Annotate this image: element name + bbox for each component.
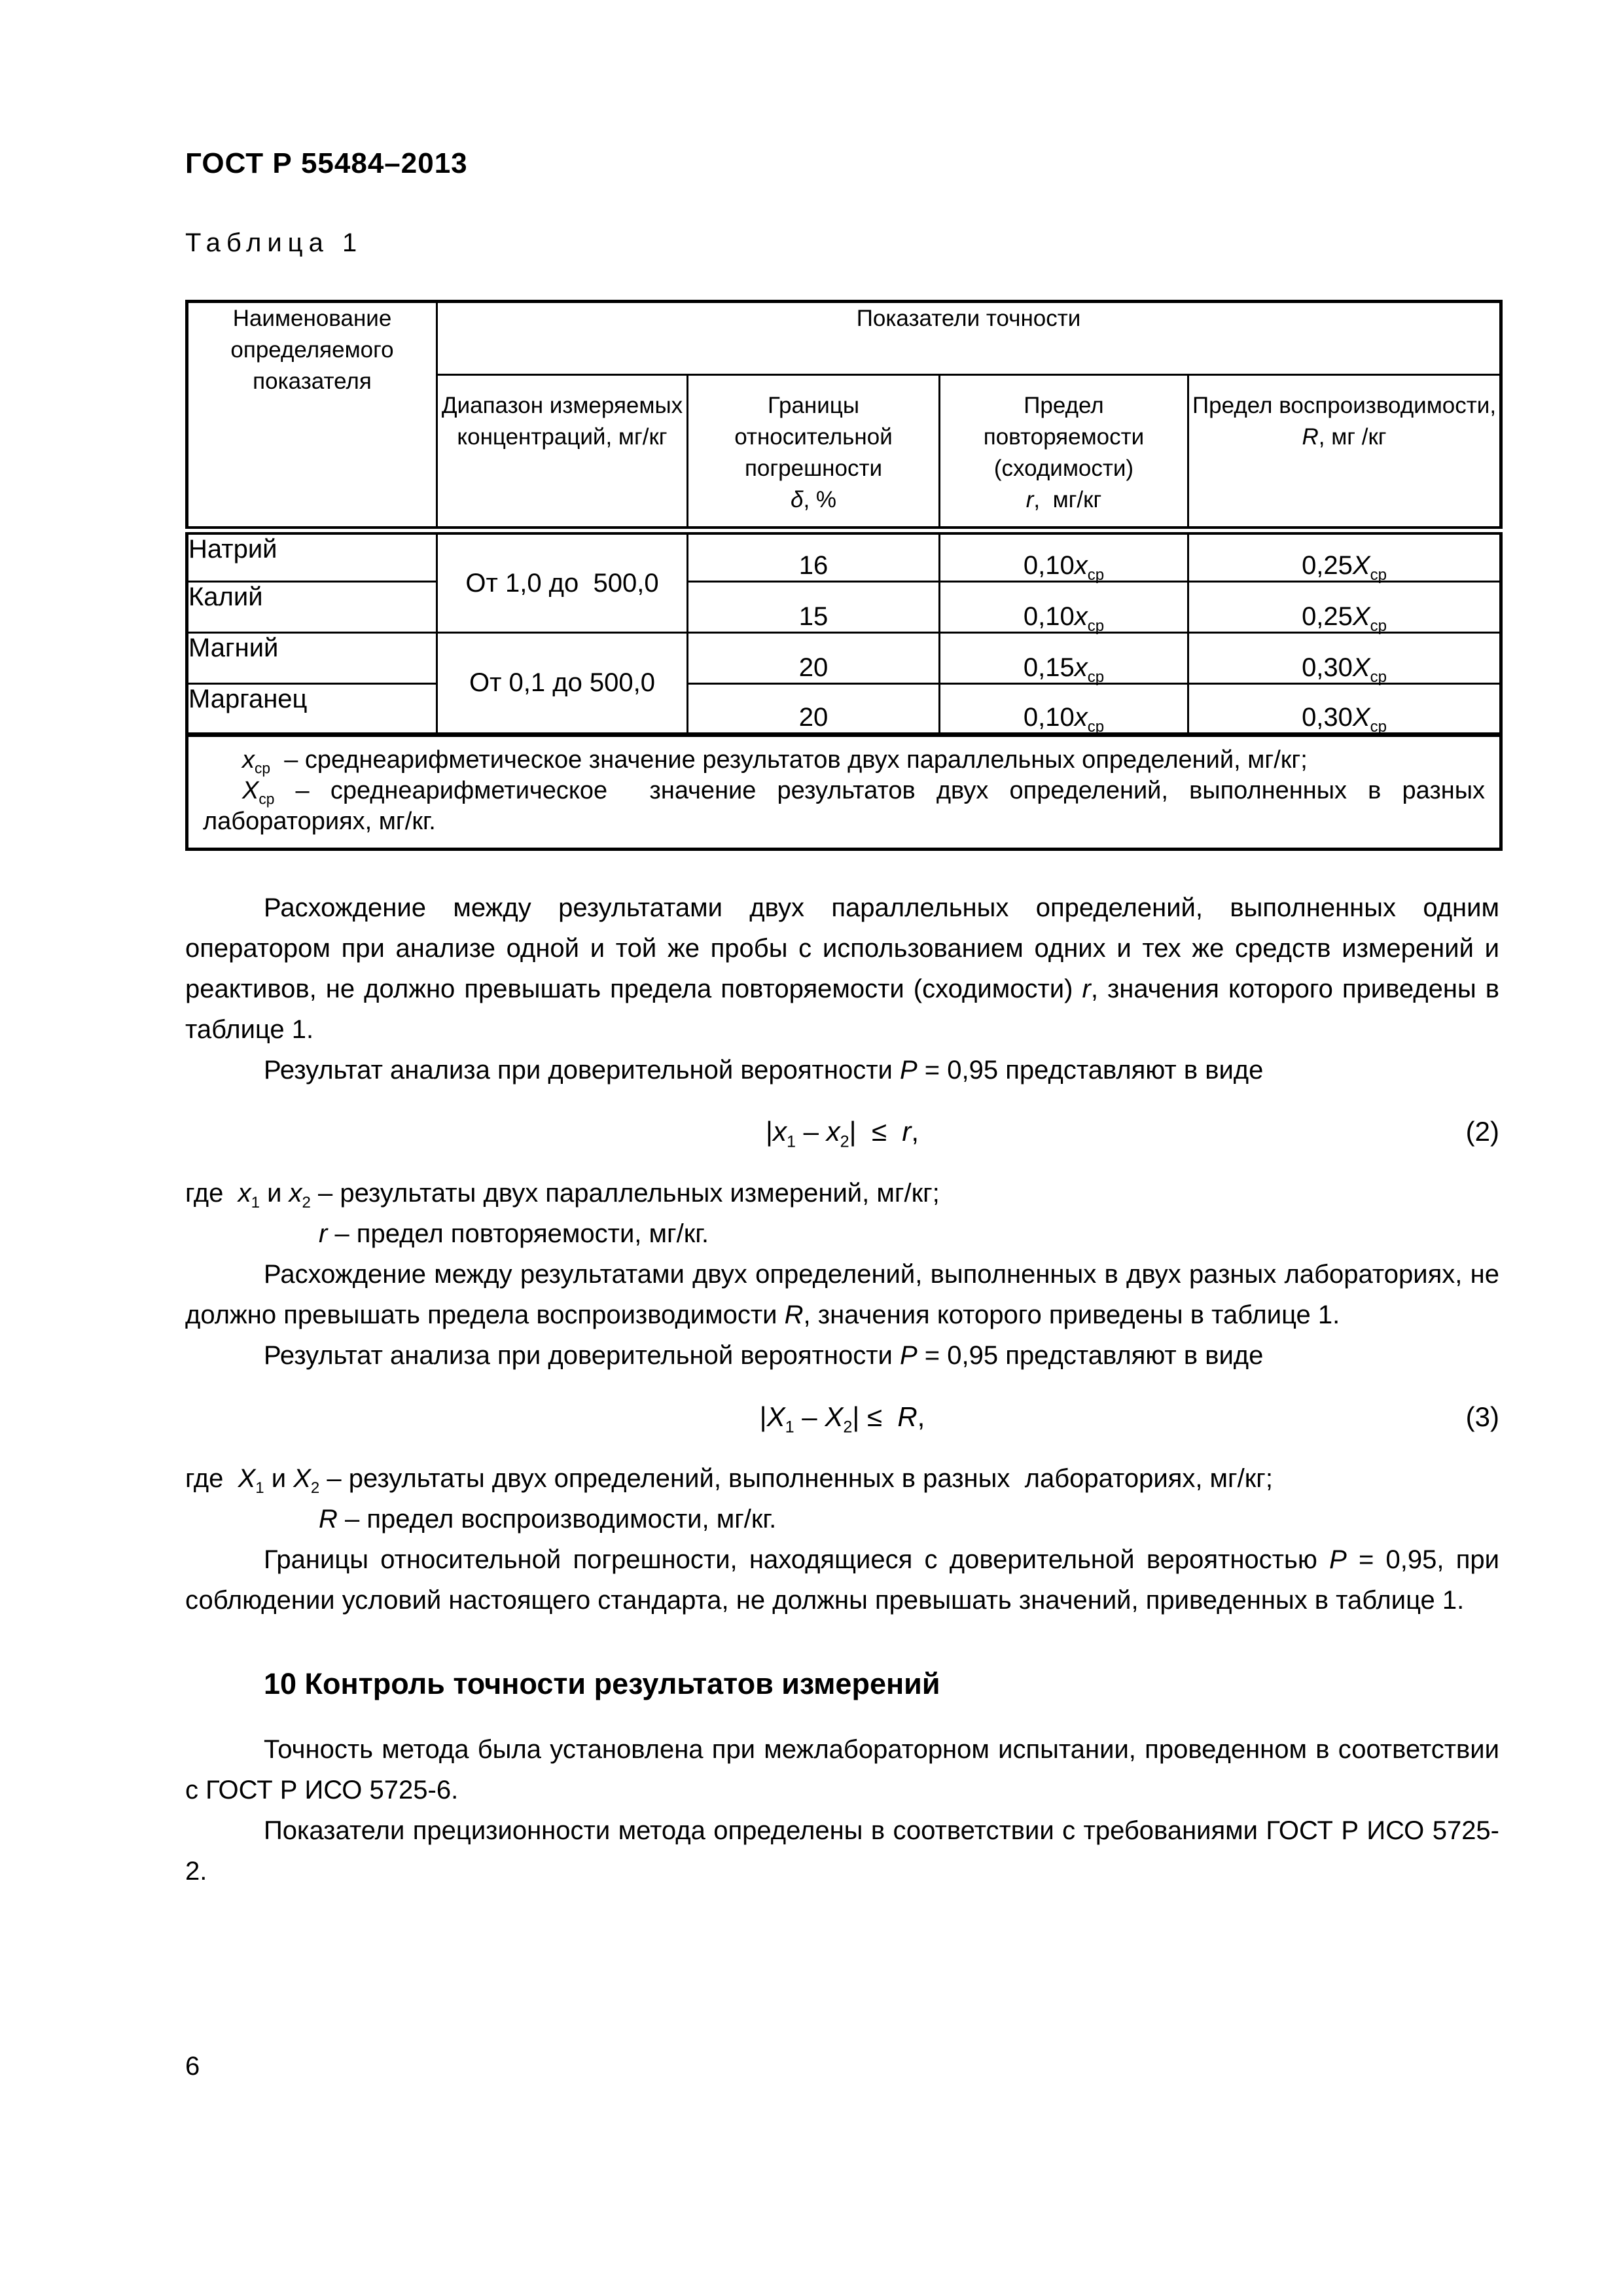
formula-2: $|x_1 - x_2| \le r$, [766, 1116, 919, 1151]
equation-number-2: (2) [1465, 1116, 1499, 1147]
col-header-repeat-text: Предел повторяемости (сходимости) [983, 393, 1145, 481]
col-header-delta-symbol: δ, % [790, 487, 837, 512]
equation-number-3: (3) [1465, 1401, 1499, 1432]
col-header-repeat-symbol: r, мг/кг [1026, 487, 1102, 512]
body-text [185, 888, 1499, 1892]
col-header-accuracy-indicators: Показатели точности [437, 302, 1501, 375]
table-row-magnesium [187, 633, 1501, 684]
table-header-row-1 [187, 302, 1501, 375]
concentration-range: От 0,1 до 500,0 [437, 633, 688, 735]
delta-value: 20 [688, 633, 940, 684]
repeatability-value: $0,10x_{ср}$ [940, 684, 1188, 735]
delta-value: 15 [688, 582, 940, 633]
footnote-X-avg: $X_{ср}$ – среднеарифметическое значение результатов двух определений, выполненных в разных лабораториях, мг/кг. [203, 777, 1486, 835]
table-row-manganese [187, 684, 1501, 735]
page-number: 6 [185, 2052, 200, 2081]
where-clause-X: где $X_1$ и $X_2$ – результаты двух определений, выполненных в разных лабораториях, мг/кг; [185, 1464, 1273, 1497]
definition-R: R – предел воспроизводимости, мг/кг. [319, 1505, 777, 1534]
table-footnote [187, 735, 1501, 850]
col-header-reprod-text: Предел воспроизводимости, [1192, 393, 1497, 418]
reproducibility-value: $0,30X_{ср}$ [1188, 684, 1501, 735]
element-name: Марганец [187, 684, 437, 735]
element-name: Калий [187, 582, 437, 633]
table-row-sodium [187, 531, 1501, 582]
table-row-potassium [187, 582, 1501, 633]
reproducibility-value: $0,25X_{ср}$ [1188, 531, 1501, 582]
col-header-parameter-name: Наименование определяемого показателя [187, 302, 437, 531]
element-name: Натрий [187, 531, 437, 582]
formula-3-row [185, 1397, 1499, 1437]
col-header-reprod-symbol: R, мг /кг [1302, 424, 1387, 450]
precision-table [185, 300, 1503, 851]
reproducibility-value: $0,30X_{ср}$ [1188, 633, 1501, 684]
concentration-range: От 1,0 до 500,0 [437, 531, 688, 633]
col-header-relative-error [688, 375, 940, 531]
paragraph-interlab-test: Точность метода была установлена при межлабораторном испытании, проведенном в соответствии с ГОСТ Р ИСО 5725-6. [185, 1735, 1499, 1804]
page-content [185, 0, 1499, 1892]
delta-value: 20 [688, 684, 940, 735]
delta-value: 16 [688, 531, 940, 582]
paragraph-error-limits: Границы относительной погрешности, находящиеся с доверительной вероятностью P = 0,95, при соблюдении условий настоящего стандарта, не должны превышать значений, приведенных в таблице 1. [185, 1545, 1499, 1615]
formula-3: $|X_1 - X_2| \le R$, [759, 1401, 925, 1437]
paragraph-precision-indicators: Показатели прецизионности метода определены в соответствии с требованиями ГОСТ Р ИСО 5725-2. [185, 1816, 1499, 1886]
table-caption: Таблица 1 [185, 228, 363, 257]
standard-number: ГОСТ Р 55484–2013 [185, 147, 468, 179]
col-header-range-text: Диапазон измеряемых концентраций, мг/кг [441, 393, 683, 450]
reproducibility-value: $0,25X_{ср}$ [1188, 582, 1501, 633]
table-footnote-row [187, 735, 1501, 850]
repeatability-value: $0,10x_{ср}$ [940, 582, 1188, 633]
formula-2-row [185, 1111, 1499, 1152]
where-clause-x: где $x_1$ и $x_2$ – результаты двух параллельных измерений, мг/кг; [185, 1179, 940, 1211]
paragraph-repeatability: Расхождение между результатами двух параллельных определений, выполненных одним оператором при анализе одной и той же пробы с использованием одних и тех же средств измерений и реактивов, не должно превышать предела повторяемости (сходимости) r, значения которого приведены в таблице 1. [185, 893, 1499, 1044]
col-header-concentration-range [437, 375, 688, 531]
footnote-x-avg: $x_{ср}$ – среднеарифметическое значение результатов двух параллельных определений, мг/кг; [242, 746, 1308, 777]
element-name: Магний [187, 633, 437, 684]
repeatability-value: $0,10x_{ср}$ [940, 531, 1188, 582]
paragraph-result-form-3: Результат анализа при доверительной вероятности P = 0,95 представляют в виде [264, 1341, 1264, 1370]
definition-r: r – предел повторяемости, мг/кг. [319, 1219, 709, 1248]
repeatability-value: $0,15x_{ср}$ [940, 633, 1188, 684]
paragraph-result-form-2: Результат анализа при доверительной вероятности P = 0,95 представляют в виде [264, 1056, 1264, 1085]
col-header-reproducibility-limit [1188, 375, 1501, 531]
paragraph-reproducibility: Расхождение между результатами двух определений, выполненных в двух разных лабораториях, не должно превышать предела воспроизводимости R, значения которого приведены в таблице 1. [185, 1260, 1499, 1329]
col-header-repeatability-limit [940, 375, 1188, 531]
col-header-delta-text: Границы относительной погрешности [734, 393, 893, 481]
section-heading-10: 10 Контроль точности результатов измерений [264, 1667, 940, 1700]
